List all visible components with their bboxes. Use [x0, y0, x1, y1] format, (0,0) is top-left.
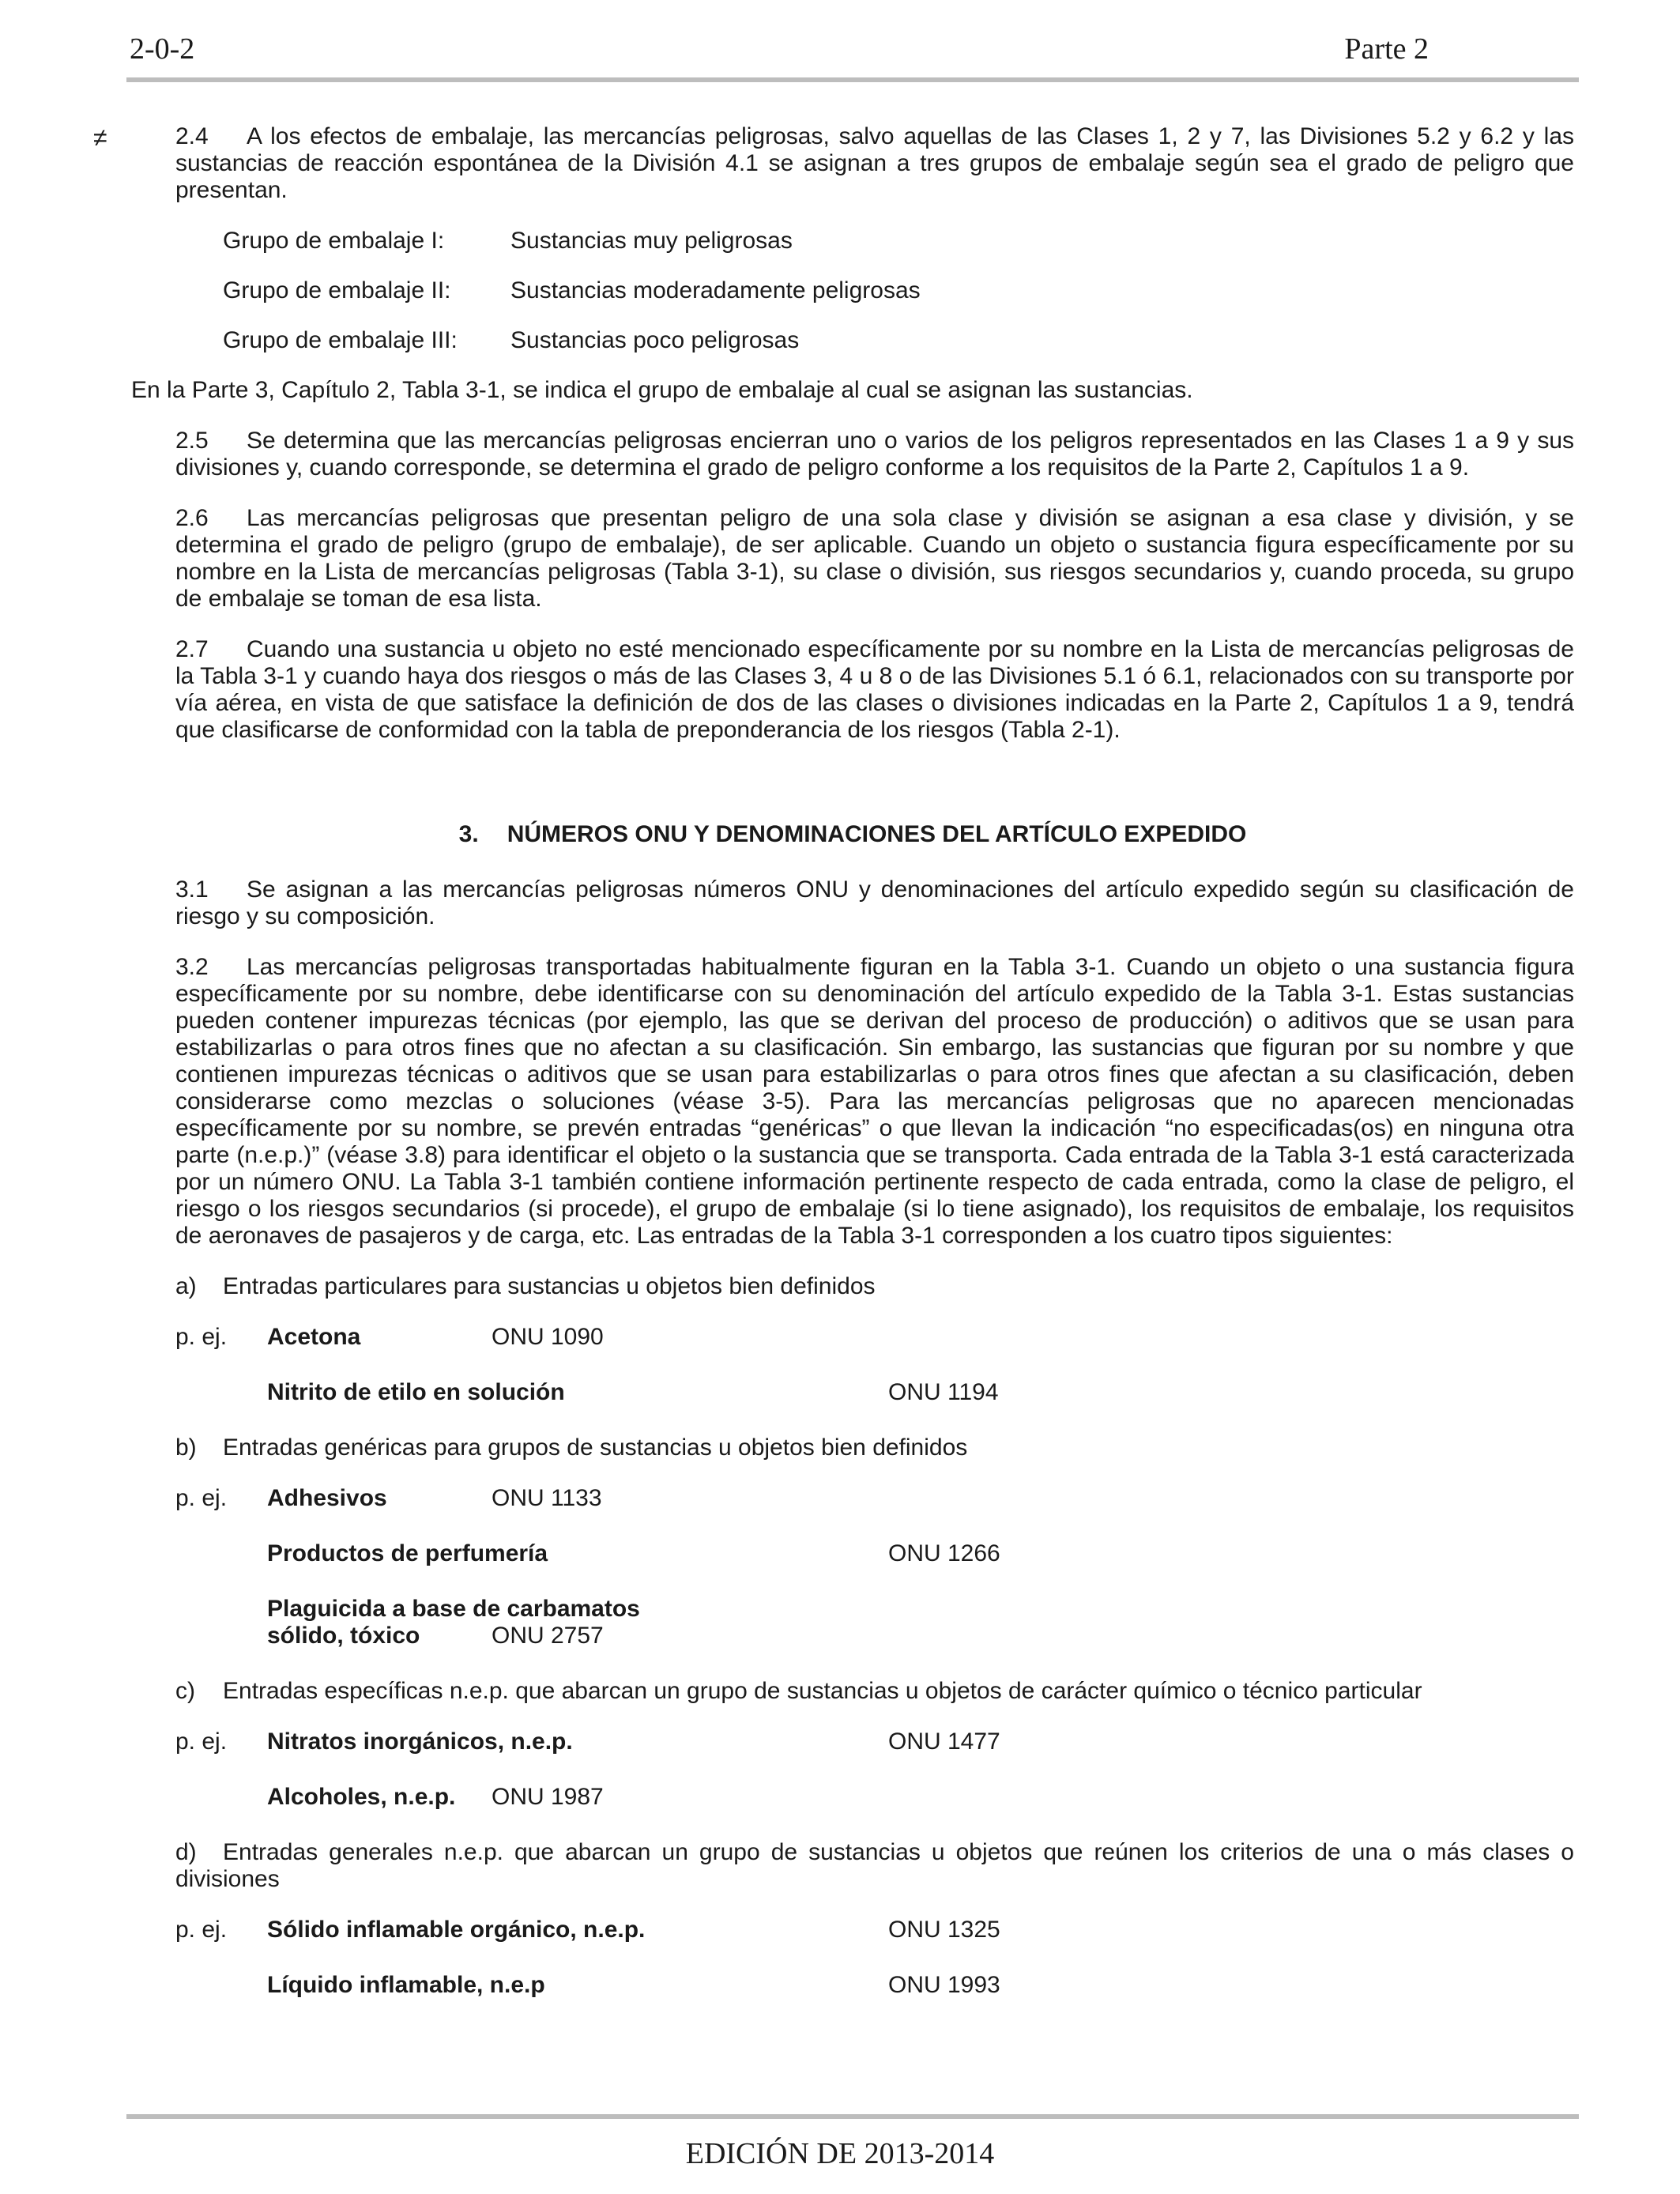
paragraph-number: 2.6 — [175, 505, 209, 531]
example-name: sólido, tóxico — [267, 1623, 420, 1649]
section-title: NÚMEROS ONU Y DENOMINACIONES DEL ARTÍCULO EXPEDIDO — [507, 821, 1247, 847]
list-item-a — [175, 1273, 1574, 1300]
example-name: Líquido inflamable, n.e.p — [267, 1972, 545, 1998]
paragraph-number: 2.7 — [175, 636, 209, 662]
list-item-b — [175, 1434, 1574, 1461]
example-row — [131, 1784, 1574, 1811]
packing-group-label: Grupo de embalaje III: — [223, 327, 458, 353]
example-prefix: p. ej. — [175, 1728, 228, 1755]
footer-rule — [126, 2114, 1579, 2119]
packing-group-desc: Sustancias muy peligrosas — [510, 228, 793, 254]
list-item-c — [175, 1678, 1574, 1705]
list-text: Entradas específicas n.e.p. que abarcan un grupo de sustancias u objetos de carácter químico o técnico particular — [223, 1678, 1422, 1704]
paragraph-text: A los efectos de embalaje, las mercancías peligrosas, salvo aquellas de las Clases 1, 2 y 7, las Divisiones 5.2 y 6.2 y las sustancias de reacción espontánea de la División 4.1 se asignan a tres grupos de embalaje según sea el grado de peligro que presentan. — [175, 123, 1574, 203]
paragraph-number: 3.2 — [175, 954, 209, 980]
paragraph-number: 2.4 — [175, 123, 209, 149]
list-letter: c) — [175, 1678, 195, 1704]
paragraph-number: 3.1 — [175, 876, 209, 903]
list-letter: a) — [175, 1273, 197, 1299]
example-name: Nitrito de etilo en solución — [267, 1379, 565, 1405]
paragraph-2-6 — [131, 505, 1574, 613]
example-un-number: ONU 1266 — [888, 1540, 1000, 1566]
example-row — [131, 1540, 1574, 1567]
example-row — [131, 1596, 1574, 1649]
paragraph-3-2 — [131, 954, 1574, 1250]
paragraph-text: Cuando una sustancia u objeto no esté mencionado específicamente por su nombre en la Lista de mercancías peligrosas de la Tabla 3-1 y cuando haya dos riesgos o más de las Clases 3, 4 u 8 o de las Divisiones 5.1 ó 6.1, relacionados con su transporte por vía aérea, en vista de que satisface la definición de dos de las clases o divisiones indicadas en la Parte 2, Capítulos 1 a 9, tendrá que clasificarse de conformidad con la tabla de preponderancia de los riesgos (Tabla 2-1). — [175, 636, 1574, 743]
header-rule — [126, 77, 1579, 82]
paragraph-text: Se asignan a las mercancías peligrosas números ONU y denominaciones del artículo expedido según su clasificación de riesgo y su composición. — [175, 876, 1574, 929]
paragraph-2-7 — [131, 636, 1574, 744]
example-name: Plaguicida a base de carbamatos — [267, 1596, 640, 1622]
packing-group-row — [223, 228, 1574, 254]
paragraph-3-1 — [131, 876, 1574, 930]
packing-group-desc: Sustancias poco peligrosas — [510, 327, 800, 353]
list-text: Entradas genéricas para grupos de sustancias u objetos bien definidos — [223, 1434, 968, 1461]
example-name: Acetona — [267, 1324, 361, 1350]
part-label: Parte 2 — [1344, 32, 1429, 66]
example-row — [131, 1379, 1574, 1406]
paragraph-2-4-note: En la Parte 3, Capítulo 2, Tabla 3-1, se indica el grupo de embalaje al cual se asignan las sustancias. — [131, 377, 1193, 403]
example-un-number: ONU 2757 — [492, 1623, 604, 1649]
example-un-number: ONU 1133 — [492, 1485, 602, 1511]
list-letter: b) — [175, 1434, 197, 1461]
example-row — [131, 1917, 1574, 1943]
example-prefix: p. ej. — [175, 1485, 228, 1511]
packing-group-label: Grupo de embalaje I: — [223, 228, 445, 254]
paragraph-2-5 — [131, 428, 1574, 481]
packing-group-row — [223, 277, 1574, 304]
edition-footer: EDICIÓN DE 2013-2014 — [685, 2137, 995, 2170]
example-un-number: ONU 1325 — [888, 1917, 1000, 1943]
page-number: 2-0-2 — [130, 32, 195, 66]
example-row — [131, 1972, 1574, 1999]
example-name: Adhesivos — [267, 1485, 387, 1511]
example-un-number: ONU 1987 — [492, 1784, 604, 1810]
list-text: Entradas generales n.e.p. que abarcan un grupo de sustancias u objetos que reúnen los criterios de una o más clases o divisiones — [175, 1839, 1574, 1892]
section-number: 3. — [458, 821, 479, 847]
example-un-number: ONU 1477 — [888, 1728, 1000, 1755]
example-row — [131, 1324, 1574, 1351]
list-letter: d) — [175, 1839, 197, 1865]
example-name: Productos de perfumería — [267, 1540, 548, 1566]
packing-group-desc: Sustancias moderadamente peligrosas — [510, 277, 921, 303]
packing-group-row — [223, 327, 1574, 354]
list-item-d — [131, 1839, 1574, 1893]
example-un-number: ONU 1993 — [888, 1972, 1000, 1998]
page-body — [131, 123, 1574, 2027]
list-text: Entradas particulares para sustancias u objetos bien definidos — [223, 1273, 876, 1299]
change-mark-icon: ≠ — [93, 123, 107, 152]
example-name: Nitratos inorgánicos, n.e.p. — [267, 1728, 573, 1755]
paragraph-text: Las mercancías peligrosas que presentan peligro de una sola clase y división se asignan a esa clase y división, y se determina el grado de peligro (grupo de embalaje), de ser aplicable. Cuando un objeto o sustancia figura específicamente por su nombre en la Lista de mercancías peligrosas (Tabla 3-1), su clase o división, sus riesgos secundarios y, cuando proceda, su grupo de embalaje se toman de esa lista. — [175, 505, 1574, 612]
example-un-number: ONU 1090 — [492, 1324, 604, 1350]
paragraph-text: Se determina que las mercancías peligrosas encierran uno o varios de los peligros representados en las Clases 1 a 9 y sus divisiones y, cuando corresponde, se determina el grado de peligro conforme a los requisitos de la Parte 2, Capítulos 1 a 9. — [175, 428, 1574, 481]
example-row — [131, 1728, 1574, 1755]
example-prefix: p. ej. — [175, 1917, 228, 1943]
paragraph-number: 2.5 — [175, 428, 209, 454]
paragraph-text: Las mercancías peligrosas transportadas habitualmente figuran en la Tabla 3-1. Cuando un objeto o una sustancia figura específicamente por su nombre, debe identificarse con su denominación del artículo expedido de la Tabla 3-1. Estas sustancias pueden contener impurezas técnicas (por ejemplo, las que se derivan del proceso de producción) o aditivos que se usan para estabilizarlas o para otros fines que no afectan a su clasificación. Sin embargo, las sustancias que figuran por su nombre y que contienen impurezas técnicas o aditivos que se usan para estabilizarlas o para otros fines que afectan a su clasificación, deben considerarse como mezclas o soluciones (véase 3-5). Para las mercancías peligrosas que no aparecen mencionadas específicamente por su nombre, se prevén entradas “genéricas” o que llevan la indicación “no especificadas(os) en ninguna otra parte (n.e.p.)” (véase 3.8) para identificar el objeto o la sustancia que se transporta. Cada entrada de la Tabla 3-1 está caracterizada por un número ONU. La Tabla 3-1 también contiene información pertinente respecto de cada entrada, como la clase de peligro, el riesgo o los riesgos secundarios (si procede), el grupo de embalaje (si lo tiene asignado), los requisitos de embalaje, los requisitos de aeronaves de pasajeros y de carga, etc. Las entradas de la Tabla 3-1 corresponden a los cuatro tipos siguientes: — [175, 954, 1574, 1249]
example-name: Alcoholes, n.e.p. — [267, 1784, 456, 1810]
example-name: Sólido inflamable orgánico, n.e.p. — [267, 1917, 646, 1943]
section-heading — [131, 821, 1574, 848]
example-prefix: p. ej. — [175, 1324, 228, 1350]
example-row — [131, 1485, 1574, 1512]
packing-group-label: Grupo de embalaje II: — [223, 277, 451, 303]
paragraph-2-4 — [131, 123, 1574, 204]
example-un-number: ONU 1194 — [888, 1379, 999, 1405]
